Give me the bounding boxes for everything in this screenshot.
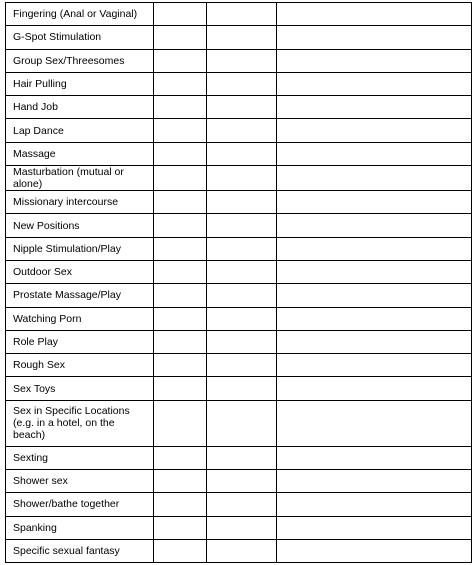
table-row xyxy=(6,191,472,214)
response-cell-2[interactable] xyxy=(207,516,277,539)
activity-label: Shower sex xyxy=(6,470,154,493)
response-cell-1[interactable] xyxy=(154,354,207,377)
activity-label: Hand Job xyxy=(6,96,154,119)
activity-label: Spanking xyxy=(6,516,154,539)
table-row xyxy=(6,330,472,353)
response-cell-1[interactable] xyxy=(154,493,207,516)
activity-label: G-Spot Stimulation xyxy=(6,26,154,49)
response-cell-1[interactable] xyxy=(154,26,207,49)
notes-cell[interactable] xyxy=(277,539,472,562)
notes-cell[interactable] xyxy=(277,400,472,446)
notes-cell[interactable] xyxy=(277,354,472,377)
notes-cell[interactable] xyxy=(277,284,472,307)
response-cell-1[interactable] xyxy=(154,307,207,330)
table-row xyxy=(6,284,472,307)
response-cell-1[interactable] xyxy=(154,72,207,95)
response-cell-2[interactable] xyxy=(207,493,277,516)
table-row xyxy=(6,307,472,330)
activity-label: Sexting xyxy=(6,446,154,469)
response-cell-2[interactable] xyxy=(207,307,277,330)
response-cell-1[interactable] xyxy=(154,284,207,307)
response-cell-1[interactable] xyxy=(154,119,207,142)
notes-cell[interactable] xyxy=(277,470,472,493)
response-cell-1[interactable] xyxy=(154,3,207,26)
response-cell-2[interactable] xyxy=(207,446,277,469)
activity-label: Fingering (Anal or Vaginal) xyxy=(6,3,154,26)
activity-label: Sex Toys xyxy=(6,377,154,400)
activity-label: Massage xyxy=(6,142,154,165)
notes-cell[interactable] xyxy=(277,142,472,165)
response-cell-2[interactable] xyxy=(207,330,277,353)
table-row xyxy=(6,400,472,446)
response-cell-1[interactable] xyxy=(154,166,207,191)
activity-label: Shower/bathe together xyxy=(6,493,154,516)
response-cell-2[interactable] xyxy=(207,354,277,377)
response-cell-2[interactable] xyxy=(207,191,277,214)
table-row xyxy=(6,446,472,469)
activity-label: Lap Dance xyxy=(6,119,154,142)
activity-label: Sex in Specific Locations (e.g. in a hotel, on the beach) xyxy=(6,400,154,446)
response-cell-1[interactable] xyxy=(154,237,207,260)
notes-cell[interactable] xyxy=(277,166,472,191)
activity-label: Nipple Stimulation/Play xyxy=(6,237,154,260)
response-cell-2[interactable] xyxy=(207,49,277,72)
notes-cell[interactable] xyxy=(277,72,472,95)
table-row xyxy=(6,72,472,95)
response-cell-1[interactable] xyxy=(154,49,207,72)
activity-label: Group Sex/Threesomes xyxy=(6,49,154,72)
activity-label: Missionary intercourse xyxy=(6,191,154,214)
response-cell-2[interactable] xyxy=(207,214,277,237)
notes-cell[interactable] xyxy=(277,191,472,214)
response-cell-2[interactable] xyxy=(207,119,277,142)
response-cell-2[interactable] xyxy=(207,3,277,26)
table-row xyxy=(6,166,472,191)
response-cell-2[interactable] xyxy=(207,166,277,191)
notes-cell[interactable] xyxy=(277,26,472,49)
activity-label: Hair Pulling xyxy=(6,72,154,95)
table-row xyxy=(6,119,472,142)
notes-cell[interactable] xyxy=(277,96,472,119)
response-cell-1[interactable] xyxy=(154,191,207,214)
table-row xyxy=(6,237,472,260)
table-row xyxy=(6,214,472,237)
notes-cell[interactable] xyxy=(277,493,472,516)
response-cell-1[interactable] xyxy=(154,446,207,469)
activity-checklist-table xyxy=(5,2,472,563)
response-cell-2[interactable] xyxy=(207,260,277,283)
notes-cell[interactable] xyxy=(277,49,472,72)
notes-cell[interactable] xyxy=(277,119,472,142)
response-cell-1[interactable] xyxy=(154,330,207,353)
notes-cell[interactable] xyxy=(277,330,472,353)
response-cell-1[interactable] xyxy=(154,400,207,446)
activity-label: Masturbation (mutual or alone) xyxy=(6,166,154,191)
response-cell-2[interactable] xyxy=(207,72,277,95)
notes-cell[interactable] xyxy=(277,3,472,26)
activity-label: Specific sexual fantasy xyxy=(6,539,154,562)
response-cell-2[interactable] xyxy=(207,284,277,307)
table-row xyxy=(6,142,472,165)
response-cell-1[interactable] xyxy=(154,377,207,400)
activity-label: Prostate Massage/Play xyxy=(6,284,154,307)
response-cell-1[interactable] xyxy=(154,539,207,562)
table-row xyxy=(6,96,472,119)
activity-label: Outdoor Sex xyxy=(6,260,154,283)
response-cell-1[interactable] xyxy=(154,260,207,283)
response-cell-1[interactable] xyxy=(154,214,207,237)
notes-cell[interactable] xyxy=(277,307,472,330)
response-cell-2[interactable] xyxy=(207,377,277,400)
notes-cell[interactable] xyxy=(277,377,472,400)
response-cell-1[interactable] xyxy=(154,470,207,493)
activity-label: Rough Sex xyxy=(6,354,154,377)
response-cell-1[interactable] xyxy=(154,142,207,165)
table-row xyxy=(6,26,472,49)
response-cell-2[interactable] xyxy=(207,470,277,493)
table-row xyxy=(6,516,472,539)
activity-label: Role Play xyxy=(6,330,154,353)
notes-cell[interactable] xyxy=(277,237,472,260)
response-cell-1[interactable] xyxy=(154,516,207,539)
table-row xyxy=(6,493,472,516)
table-row xyxy=(6,3,472,26)
notes-cell[interactable] xyxy=(277,446,472,469)
response-cell-2[interactable] xyxy=(207,400,277,446)
response-cell-2[interactable] xyxy=(207,96,277,119)
notes-cell[interactable] xyxy=(277,516,472,539)
table-row xyxy=(6,260,472,283)
response-cell-2[interactable] xyxy=(207,142,277,165)
table-row xyxy=(6,539,472,562)
response-cell-2[interactable] xyxy=(207,237,277,260)
table-row xyxy=(6,49,472,72)
table-row xyxy=(6,377,472,400)
activity-label: New Positions xyxy=(6,214,154,237)
table-row xyxy=(6,354,472,377)
notes-cell[interactable] xyxy=(277,214,472,237)
response-cell-2[interactable] xyxy=(207,26,277,49)
activity-label: Watching Porn xyxy=(6,307,154,330)
table-row xyxy=(6,470,472,493)
response-cell-1[interactable] xyxy=(154,96,207,119)
response-cell-2[interactable] xyxy=(207,539,277,562)
notes-cell[interactable] xyxy=(277,260,472,283)
